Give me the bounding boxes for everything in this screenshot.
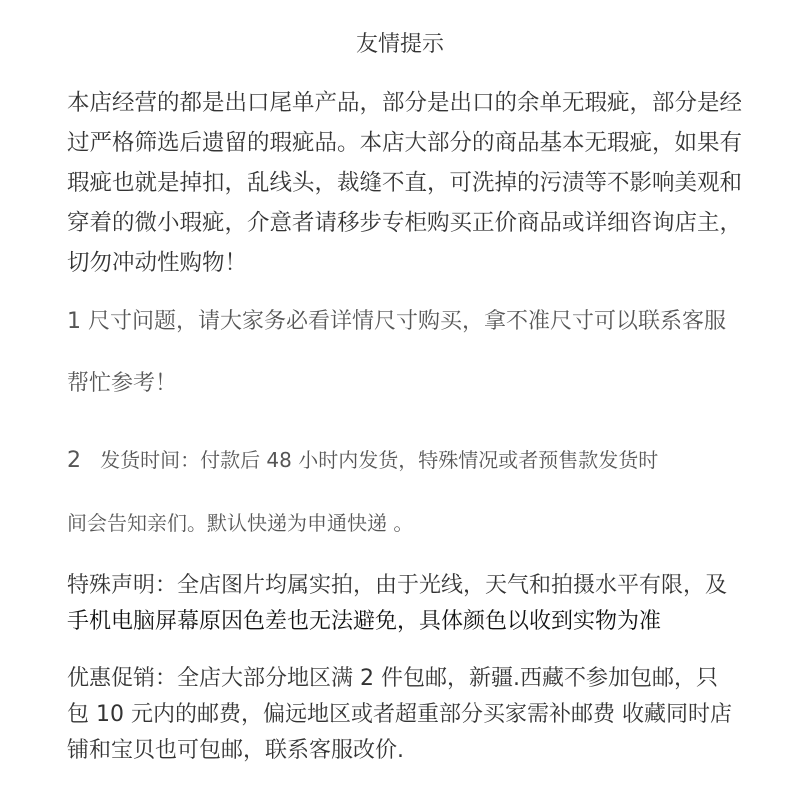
notice-line: 瑕疵也就是掉扣，乱线头，裁缝不直，可洗掉的污渍等不影响美观和 [67, 170, 743, 196]
shipping-number: 2 [67, 448, 81, 473]
page-title: 友情提示 [355, 32, 444, 57]
notice-line: 穿着的微小瑕疵，介意者请移步专柜购买正价商品或详细咨询店主， [67, 210, 743, 236]
statement-section [67, 568, 747, 640]
notice-paragraph [67, 83, 747, 283]
promo-section [67, 661, 747, 769]
statement-line-1: 特殊声明：全店图片均属实拍，由于光线，天气和拍摄水平有限，及 [67, 573, 728, 598]
notice-line: 切勿冲动性购物！ [67, 250, 248, 276]
promo-line: 包 10 元内的邮费，偏远地区或者超重部分买家需补邮费 收藏同时店 [67, 702, 732, 727]
statement-line-2: 手机电脑屏幕原因色差也无法避免，具体颜色以收到实物为准 [67, 609, 662, 634]
shipping-text: 发货时间：付款后 48 小时内发货，特殊情况或者预售款发货时 [100, 448, 659, 472]
size-line: 帮忙参考！ [67, 371, 178, 396]
shipping-section [67, 444, 747, 539]
shipping-line-2: 间会告知亲们。默认快递为申通快递 。 [67, 511, 414, 535]
size-line: 1 尺寸问题，请大家务必看详情尺寸购买，拿不准尺寸可以联系客服 [67, 309, 726, 334]
promo-line: 铺和宝贝也可包邮，联系客服改价. [67, 738, 404, 763]
notice-line: 本店经营的都是出口尾单产品，部分是出口的余单无瑕疵，部分是经 [67, 90, 743, 116]
size-section [67, 306, 747, 400]
notice-line: 过严格筛选后遗留的瑕疵品。本店大部分的商品基本无瑕疵，如果有 [67, 130, 743, 156]
promo-line: 优惠促销：全店大部分地区满 2 件包邮，新疆.西藏不参加包邮，只 [67, 666, 718, 691]
shipping-line-1 [67, 444, 747, 477]
